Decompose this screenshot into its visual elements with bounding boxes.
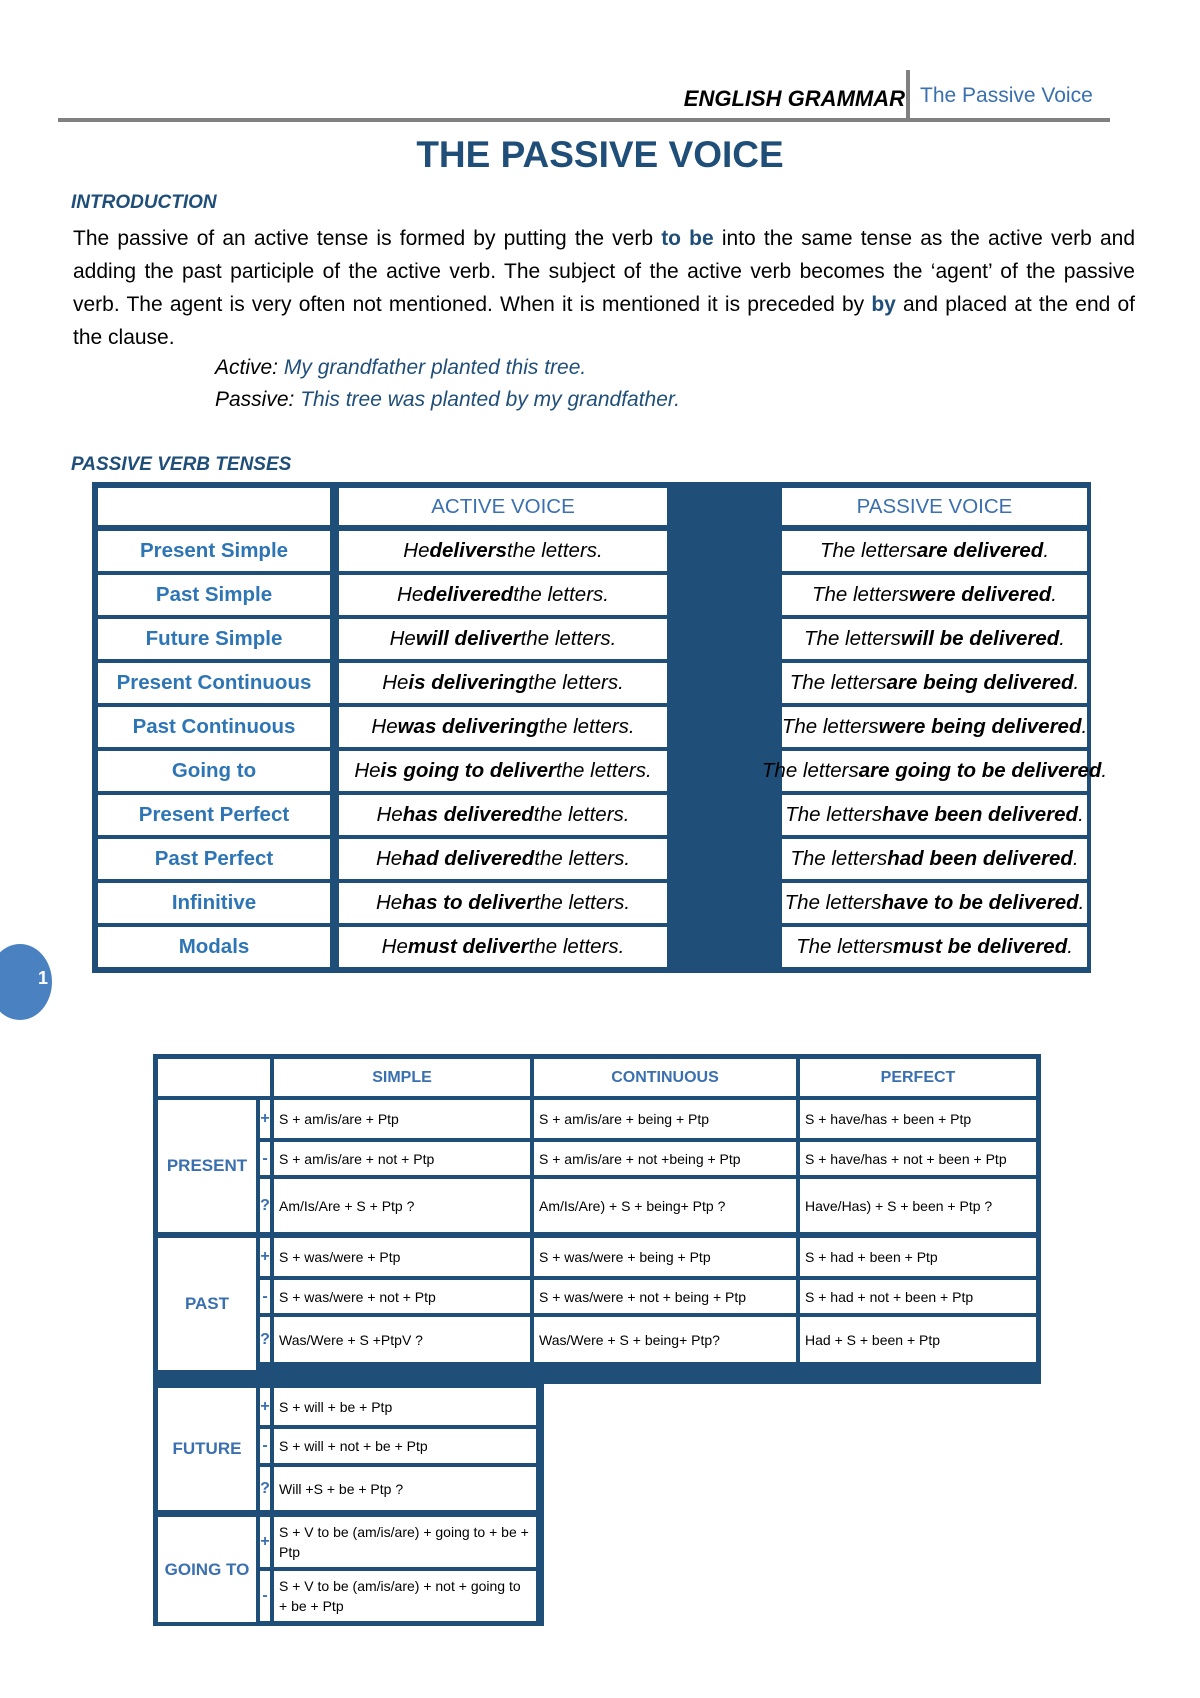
sentence-part: . bbox=[1073, 671, 1080, 694]
sentence-part: He bbox=[354, 759, 381, 782]
tenses-heading: PASSIVE VERB TENSES bbox=[71, 454, 292, 475]
col-header-perfect: PERFECT bbox=[800, 1059, 1036, 1096]
verb-form: is delivering bbox=[408, 671, 529, 694]
group-label-future: FUTURE bbox=[158, 1388, 256, 1510]
formula-cell: Am/Is/Are) + S + being+ Ptp ? bbox=[534, 1179, 796, 1232]
form-symbol: + bbox=[260, 1517, 270, 1567]
sentence-part: the letters. bbox=[534, 847, 631, 870]
active-example bbox=[339, 927, 667, 967]
form-symbol: - bbox=[260, 1142, 270, 1175]
formula-cell: S + have/has + been + Ptp bbox=[800, 1100, 1036, 1138]
sentence-part: the letters. bbox=[534, 891, 631, 914]
formula-cell: S + was/were + not + being + Ptp bbox=[534, 1280, 796, 1313]
intro-paragraph: The passive of an active tense is formed by putting the verb to be into the same tense as the active verb and adding the past participle of the active verb. The subject of the active verb becomes the ‘agent’ of the passive verb. The agent is very often not mentioned. When it is mentioned it is preceded by by and placed at the end of the clause. bbox=[73, 227, 1136, 349]
active-example bbox=[339, 883, 667, 923]
tenses-table bbox=[92, 482, 1108, 973]
header-subject: ENGLISH GRAMMAR bbox=[683, 86, 905, 111]
forms-table-continued bbox=[153, 1384, 544, 1626]
sentence-part: He bbox=[371, 715, 398, 738]
active-example bbox=[339, 575, 667, 615]
verb-form: was delivering bbox=[397, 715, 539, 738]
sentence-part: . bbox=[1043, 539, 1050, 562]
active-example bbox=[339, 751, 667, 791]
sentence-part: He bbox=[381, 935, 408, 958]
formula-cell: S + am/is/are + not + Ptp bbox=[274, 1142, 530, 1175]
verb-form: had delivered bbox=[402, 847, 535, 870]
sentence-part: the letters. bbox=[513, 583, 609, 606]
formula-cell: Am/Is/Are + S + Ptp ? bbox=[274, 1179, 530, 1232]
verb-form: has delivered bbox=[402, 803, 534, 826]
formula-cell: S + V to be (am/is/are) + not + going to + be + Ptp bbox=[274, 1571, 536, 1621]
tense-name: Modals bbox=[98, 927, 330, 967]
tense-name: Past Continuous bbox=[98, 707, 330, 747]
form-symbol: - bbox=[260, 1280, 270, 1313]
sentence-part: He bbox=[375, 891, 403, 914]
sentence-part: . bbox=[1067, 935, 1073, 958]
sentence-part: . bbox=[1078, 891, 1085, 914]
verb-form: is going to deliver bbox=[380, 759, 556, 782]
passive-example bbox=[782, 619, 1087, 659]
sentence-part: . bbox=[1059, 627, 1065, 650]
sentence-part: the letters. bbox=[507, 539, 603, 562]
sentence-part: The letters bbox=[790, 847, 888, 870]
sentence-part: The letters bbox=[785, 803, 883, 826]
group-label-present: PRESENT bbox=[158, 1100, 256, 1232]
tense-name: Future Simple bbox=[98, 619, 330, 659]
formula-cell: S + was/were + Ptp bbox=[274, 1238, 530, 1276]
active-example bbox=[339, 531, 667, 571]
verb-form: will deliver bbox=[415, 627, 521, 650]
passive-example bbox=[782, 927, 1087, 967]
col-header-passive: PASSIVE VOICE bbox=[782, 488, 1087, 525]
formula-cell: S + am/is/are + not +being + Ptp bbox=[534, 1142, 796, 1175]
sentence-part: the letters. bbox=[533, 803, 630, 826]
form-symbol: ? bbox=[260, 1179, 270, 1232]
sentence-part: He bbox=[375, 847, 403, 870]
forms-table bbox=[153, 1054, 1041, 1384]
formula-cell: S + had + been + Ptp bbox=[800, 1238, 1036, 1276]
sentence-part: He bbox=[382, 671, 409, 694]
passive-example bbox=[782, 531, 1087, 571]
formula-cell: S + was/were + not + Ptp bbox=[274, 1280, 530, 1313]
sentence-part: He bbox=[389, 627, 416, 650]
sentence-part: He bbox=[403, 539, 430, 562]
header-blank-cell bbox=[158, 1059, 270, 1096]
form-symbol: + bbox=[260, 1388, 270, 1425]
sentence-part: The letters bbox=[819, 539, 917, 562]
tense-name: Infinitive bbox=[98, 883, 330, 923]
form-symbol: + bbox=[260, 1238, 270, 1276]
verb-form: were delivered bbox=[908, 583, 1052, 606]
header-topic: The Passive Voice bbox=[920, 84, 1093, 107]
formula-cell: Will +S + be + Ptp ? bbox=[274, 1467, 536, 1510]
sentence-part: The letters bbox=[811, 583, 909, 606]
sentence-part: the letters. bbox=[520, 627, 617, 650]
formula-cell: S + have/has + not + been + Ptp bbox=[800, 1142, 1036, 1175]
passive-example bbox=[782, 839, 1087, 879]
verb-form: had been delivered bbox=[887, 847, 1073, 870]
verb-form: are being delivered bbox=[886, 671, 1074, 694]
sentence-part: the letters. bbox=[555, 759, 652, 782]
formula-cell: S + was/were + being + Ptp bbox=[534, 1238, 796, 1276]
passive-example bbox=[782, 795, 1087, 835]
passive-example bbox=[782, 707, 1087, 747]
sentence-part: . bbox=[1072, 847, 1079, 870]
sentence-part: He bbox=[397, 583, 424, 606]
sentence-part: The letters bbox=[784, 891, 882, 914]
sentence-part: The letters bbox=[781, 715, 879, 738]
tense-name: Present Simple bbox=[98, 531, 330, 571]
tense-name: Present Continuous bbox=[98, 663, 330, 703]
sentence-part: The letters bbox=[796, 935, 893, 958]
group-label-past: PAST bbox=[158, 1238, 256, 1370]
formula-cell: S + will + be + Ptp bbox=[274, 1388, 536, 1425]
intro-heading: INTRODUCTION bbox=[71, 192, 217, 213]
verb-form: are delivered bbox=[916, 539, 1044, 562]
verb-form: are going to be delivered bbox=[858, 759, 1102, 782]
tense-name: Past Simple bbox=[98, 575, 330, 615]
sentence-part: The letters bbox=[761, 759, 859, 782]
form-symbol: - bbox=[260, 1571, 270, 1621]
example-passive: Passive: This tree was planted by my grandfather. bbox=[215, 388, 680, 411]
page-title: THE PASSIVE VOICE bbox=[416, 134, 784, 175]
sentence-part: The letters bbox=[804, 627, 901, 650]
form-symbol: - bbox=[260, 1429, 270, 1463]
sentence-part: the letters. bbox=[528, 935, 625, 958]
active-example bbox=[339, 619, 667, 659]
passive-example bbox=[761, 751, 1108, 791]
active-example bbox=[339, 663, 667, 703]
formula-cell: S + am/is/are + Ptp bbox=[274, 1100, 530, 1138]
verb-form: has to deliver bbox=[402, 891, 535, 914]
verb-form: have to be delivered bbox=[881, 891, 1079, 914]
tense-name: Past Perfect bbox=[98, 839, 330, 879]
verb-form: delivers bbox=[429, 539, 507, 562]
header-divider bbox=[906, 70, 910, 122]
formula-cell: S + had + not + been + Ptp bbox=[800, 1280, 1036, 1313]
verb-form: must deliver bbox=[407, 935, 529, 958]
col-header-active: ACTIVE VOICE bbox=[339, 488, 667, 525]
passive-example bbox=[782, 575, 1087, 615]
passive-example bbox=[782, 883, 1087, 923]
formula-cell: S + V to be (am/is/are) + going to + be + Ptp bbox=[274, 1517, 536, 1567]
tense-name: Going to bbox=[98, 751, 330, 791]
verb-form: delivered bbox=[423, 583, 514, 606]
header-blank-cell bbox=[98, 488, 330, 525]
verb-form: will be delivered bbox=[900, 627, 1060, 650]
form-symbol: + bbox=[260, 1100, 270, 1138]
col-header-continuous: CONTINUOUS bbox=[534, 1059, 796, 1096]
verb-form: have been delivered bbox=[882, 803, 1079, 826]
example-active: Active: My grandfather planted this tree. bbox=[215, 356, 587, 379]
formula-cell: Was/Were + S +PtpV ? bbox=[274, 1317, 530, 1362]
tense-name: Present Perfect bbox=[98, 795, 330, 835]
formula-cell: Had + S + been + Ptp bbox=[800, 1317, 1036, 1362]
formula-cell: S + am/is/are + being + Ptp bbox=[534, 1100, 796, 1138]
form-symbol: ? bbox=[260, 1467, 270, 1510]
formula-cell: S + will + not + be + Ptp bbox=[274, 1429, 536, 1463]
active-example bbox=[339, 707, 667, 747]
header-rule bbox=[58, 118, 1110, 122]
verb-form: were being delivered bbox=[878, 715, 1082, 738]
page-number: 1 bbox=[38, 968, 49, 988]
sentence-part: the letters. bbox=[528, 671, 624, 694]
verb-form: must be delivered bbox=[892, 935, 1068, 958]
active-example bbox=[339, 839, 667, 879]
sentence-part: the letters. bbox=[538, 715, 635, 738]
form-symbol: ? bbox=[260, 1317, 270, 1362]
col-header-simple: SIMPLE bbox=[274, 1059, 530, 1096]
formula-cell: Was/Were + S + being+ Ptp? bbox=[534, 1317, 796, 1362]
group-label-going-to: GOING TO bbox=[158, 1517, 256, 1622]
sentence-part: . bbox=[1101, 759, 1108, 782]
sentence-part: . bbox=[1081, 715, 1088, 738]
sentence-part: . bbox=[1051, 583, 1057, 606]
passive-example bbox=[782, 663, 1087, 703]
sentence-part: The letters bbox=[789, 671, 887, 694]
active-example bbox=[339, 795, 667, 835]
sentence-part: . bbox=[1078, 803, 1084, 826]
formula-cell: Have/Has) + S + been + Ptp ? bbox=[800, 1179, 1036, 1232]
sentence-part: He bbox=[376, 803, 403, 826]
